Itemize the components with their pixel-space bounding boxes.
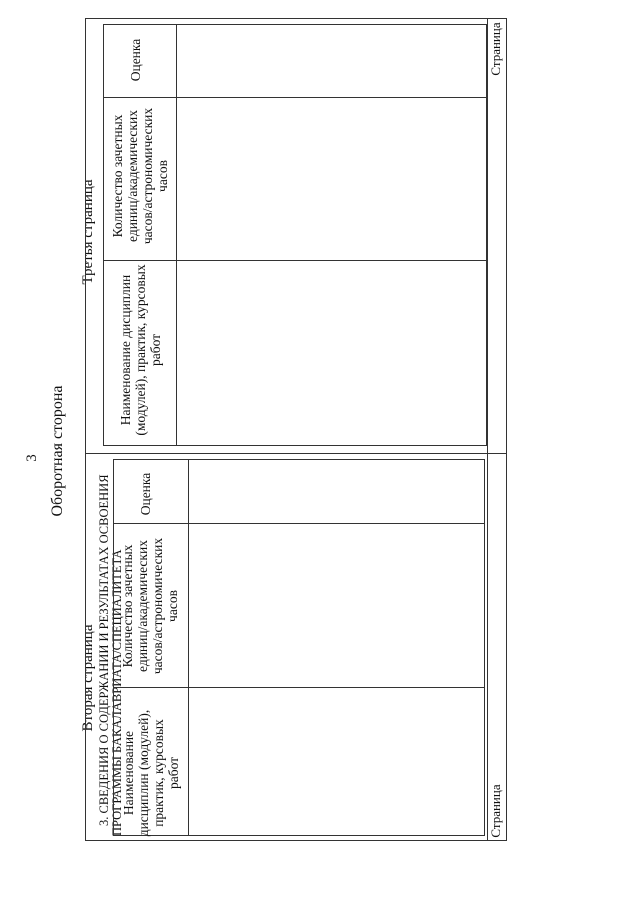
left-page-footer: Страница: [488, 784, 503, 838]
section-title-line-1: 3. СВЕДЕНИЯ О СОДЕРЖАНИИ И РЕЗУЛЬТАТАХ ОСВОЕНИЯ: [97, 474, 111, 826]
reverse-side-title: Оборотная сторона: [49, 385, 66, 517]
third-page-label: Третья страница: [80, 179, 96, 285]
left-table-col-divider-1: [113, 687, 485, 688]
left-table-col-divider-2: [113, 523, 485, 524]
right-page-footer: Страница: [488, 22, 503, 76]
left-col1-header: Наименование дисциплин (модулей), практик, курсовых работ: [121, 709, 181, 837]
right-col1-header: Наименование дисциплин (модулей), практик, курсовых работ: [117, 264, 163, 436]
right-table-header-divider: [176, 24, 177, 446]
right-col3-header: Оценка: [128, 38, 143, 82]
section-title-line-2: ПРОГРАММЫ БАКАЛАВРИАТА/СПЕЦИАЛИТЕТА: [110, 549, 124, 836]
footer-strip-divider: [487, 18, 488, 841]
right-col2-header: Количество зачетных единиц/академических часов/астрономических часов: [110, 107, 170, 245]
left-col2-header: Количество зачетных единиц/академических часов/астрономических часов: [120, 537, 180, 675]
left-table-header-divider: [188, 459, 189, 836]
page-number: 3: [24, 454, 40, 462]
left-col3-header: Оценка: [138, 472, 153, 516]
second-page-label: Вторая страница: [80, 624, 96, 732]
